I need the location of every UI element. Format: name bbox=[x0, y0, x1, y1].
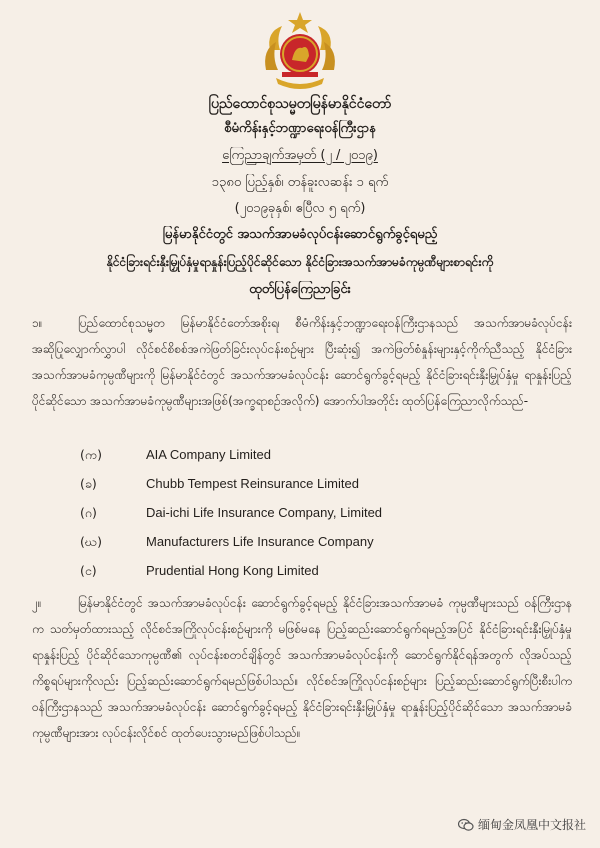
list-item-marker: (ဃ) bbox=[80, 534, 102, 549]
ministry-name-heading: စီမံကိန်းနှင့်ဘဏ္ဍာရေးဝန်ကြီးဌာန bbox=[224, 121, 376, 136]
list-item-marker: (ခ) bbox=[80, 476, 97, 491]
company-name: Chubb Tempest Reinsurance Limited bbox=[146, 476, 359, 491]
country-name-heading: ပြည်ထောင်စုသမ္မတမြန်မာနိုင်ငံတော် bbox=[208, 96, 392, 112]
paragraph-2-number: ၂။ bbox=[32, 596, 42, 610]
company-list bbox=[80, 445, 540, 590]
paragraph-1 bbox=[32, 310, 572, 440]
announcement-number: ကြေညာချက်အမှတ် (၂ / ၂၀၁၉) bbox=[222, 148, 378, 163]
announcement-title-line-3: ထုတ်ပြန်ကြေညာခြင်း bbox=[249, 282, 351, 297]
wechat-icon bbox=[458, 818, 474, 832]
list-item bbox=[80, 474, 540, 503]
gregorian-date: (၂၀၁၉ခုနှစ်၊ ဧပြီလ ၅ ရက်) bbox=[234, 201, 366, 216]
list-item bbox=[80, 561, 540, 590]
list-item-marker: (ဂ) bbox=[80, 505, 97, 520]
watermark-text: 缅甸金凤凰中文报社 bbox=[477, 818, 586, 832]
company-name: AIA Company Limited bbox=[146, 447, 272, 462]
state-emblem-icon bbox=[262, 10, 338, 92]
company-name: Dai-ichi Life Insurance Company, Limited bbox=[146, 505, 383, 520]
list-item bbox=[80, 445, 540, 474]
announcement-title-line-1: မြန်မာနိုင်ငံတွင် အသက်အာမခံလုပ်ငန်းဆောင်ရွက်ခွင့်ရမည့် bbox=[162, 227, 438, 242]
list-item-marker: (င) bbox=[80, 563, 97, 578]
list-item bbox=[80, 532, 540, 561]
paragraph-2 bbox=[32, 590, 572, 800]
watermark bbox=[458, 816, 586, 833]
list-item bbox=[80, 503, 540, 532]
paragraph-2-text: မြန်မာနိုင်ငံတွင် အသက်အာမခံလုပ်ငန်း ဆောင်ရွက်ခွင့်ရမည့် နိုင်ငံခြားအသက်အာမခံ ကုမ္ပဏီများသည် ဝန်ကြီးဌာနက သတ်မှတ်ထားသည့် လိုင်စင်အကြိုလုပ်ငန်းစဉ်များကို မဖြစ်မနေ ပြည့်ဆည်းဆောင်ရွက်ရမည့်အပြင် နိုင်ငံခြားရင်းနှီးမြှုပ်နှံမှု ရာနှုန်းပြည့် ပိုင်ဆိုင်သောကုမ္ပဏီ၏ လုပ်ငန်းစတင်ချိန်တွင် အသက်အာမခံလုပ်ငန်းကို ဆောင်ရွက်နိုင်ရန်အတွက် လိုအပ်သည့်ကိစ္စရပ်များကိုလည်း ပြည့်ဆည်းဆောင်ရွက်ရမည်ဖြစ်ပါသည်။ လိုင်စင်အကြိုလုပ်ငန်းစဉ်များ ပြည့်ဆည်းဆောင်ရွက်ပြီးစီးပါက ဝန်ကြီးဌာနသည် အသက်အာမခံလုပ်ငန်း ဆောင်ရွက်ခွင့်ရမည့် နိုင်ငံခြားရင်းနှီးမြှုပ်နှံမှု ရာနှုန်းပြည့်ပိုင်ဆိုင်သော အသက်အာမခံကုမ္ပဏီများအား လုပ်ငန်းလိုင်စင် ထုတ်ပေးသွားမည်ဖြစ်ပါသည်။ bbox=[32, 596, 572, 740]
paragraph-1-number: ၁။ bbox=[32, 316, 43, 330]
list-item-marker: (က) bbox=[80, 447, 102, 462]
company-name: Manufacturers Life Insurance Company bbox=[146, 534, 374, 549]
myanmar-calendar-date: ၁၃၈၀ ပြည့်နှစ်၊ တန်ခူးလဆန်း ၁ ရက် bbox=[211, 175, 389, 190]
announcement-title-line-2: နိုင်ငံခြားရင်းနှီးမြှုပ်နှံမှုရာနှုန်းပြည့်ပိုင်ဆိုင်သော နိုင်ငံခြားအသက်အာမခံကုမ္ပဏီများစာရင်းကို bbox=[106, 255, 494, 269]
company-name: Prudential Hong Kong Limited bbox=[146, 563, 319, 578]
paragraph-1-text: ပြည်ထောင်စုသမ္မတ မြန်မာနိုင်ငံတော်အစိုးရ၊ စီမံကိန်းနှင့်ဘဏ္ဍာရေးဝန်ကြီးဌာနသည် အသက်အာမခံလုပ်ငန်း အဆိုပြုလျှောက်လွှာပါ လိုင်စင်စိစစ်အကဲဖြတ်ခြင်းလုပ်ငန်းစဉ်များ ပြီးဆုံး၍ အကဲဖြတ်စံနှုန်းများနှင့်ကိုက်ညီသည့် နိုင်ငံခြားအသက်အာမခံကုမ္ပဏီများကို မြန်မာနိုင်ငံတွင် အသက်အာမခံလုပ်ငန်း ဆောင်ရွက်ခွင့်ရမည့် နိုင်ငံခြားရင်းနှီးမြှုပ်နှံမှု ရာနှုန်းပြည့်ပိုင်ဆိုင်သော အသက်အာမခံကုမ္ပဏီများအဖြစ်(အက္ခရာစဉ်အလိုက်) အောက်ပါအတိုင်း ထုတ်ပြန်ကြေညာလိုက်သည်- bbox=[32, 316, 572, 408]
